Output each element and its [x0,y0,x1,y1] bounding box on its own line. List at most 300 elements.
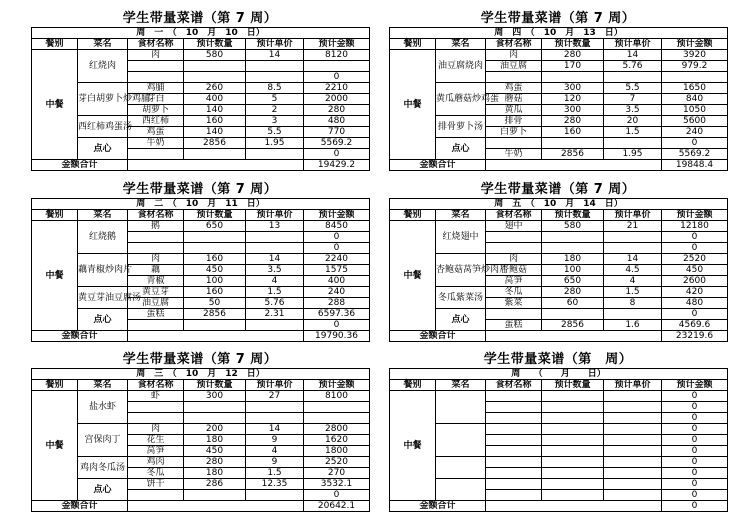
unit-price-cell: 8.5 [246,83,304,94]
amount-cell: 12180 [662,221,728,232]
ingredient-cell: 莴笋 [486,276,542,287]
dish-name-cell: 红烧翅中 [436,221,486,254]
panel-title: 学生带量菜谱（第 7 周） [122,11,278,26]
ingredient-cell: 肉 [486,254,542,265]
header-row [32,210,370,221]
table-row [32,254,370,265]
ingredient-cell [128,149,184,160]
amount-cell: 480 [304,116,370,127]
quantity-cell: 2856 [184,309,246,320]
column-header: 菜名 [78,39,128,50]
ingredient-cell: 杏鲍菇 [486,265,542,276]
unit-price-cell [604,243,662,254]
ingredient-cell [486,446,542,457]
amount-cell: 8120 [304,50,370,61]
amount-cell: 0 [662,479,728,490]
quantity-cell [542,243,604,254]
dish-name-cell: 杏鲍菇莴笋炒肉片 [436,254,486,287]
ingredient-cell: 油豆腐 [128,298,184,309]
menu-table [389,368,728,512]
column-header: 预计数量 [542,39,604,50]
ingredient-cell [128,402,184,413]
unit-price-cell [604,446,662,457]
column-header: 预计金额 [304,39,370,50]
amount-cell: 1575 [304,265,370,276]
quantity-cell: 280 [184,457,246,468]
total-amount: 19429.2 [304,160,370,171]
ingredient-cell [486,457,542,468]
quantity-cell: 450 [184,265,246,276]
column-header: 预计单价 [604,380,662,391]
date-cell: 周 三 （ 10 月 12 日） [32,369,370,380]
panel-title: 学生带量菜谱（第 7 周） [122,352,278,367]
amount-cell: 0 [662,413,728,424]
ingredient-cell: 鸡肉 [128,457,184,468]
amount-cell: 8100 [304,391,370,402]
date-row [32,28,370,39]
column-header: 预计数量 [184,210,246,221]
amount-cell: 0 [662,243,728,254]
quantity-cell: 280 [542,116,604,127]
dish-name-cell [436,479,486,501]
date-cell: 周 四 （ 10 月 13 日） [390,28,728,39]
quantity-cell [542,435,604,446]
ingredient-cell [486,435,542,446]
amount-cell: 979.2 [662,61,728,72]
unit-price-cell [604,468,662,479]
column-header: 餐别 [390,39,436,50]
amount-cell: 0 [662,391,728,402]
dish-name-cell: 红烧鹅 [78,221,128,254]
unit-price-cell: 27 [246,391,304,402]
ingredient-cell [486,309,542,320]
unit-price-cell: 14 [246,254,304,265]
table-row [32,309,370,320]
quantity-cell: 140 [184,127,246,138]
ingredient-cell: 胡萝卜 [128,105,184,116]
table-row [32,457,370,468]
table-row [390,254,728,265]
unit-price-cell: 1.5 [604,127,662,138]
unit-price-cell: 14 [604,254,662,265]
table-row [32,116,370,127]
quantity-cell: 280 [542,50,604,61]
total-label: 金额合计 [390,160,486,171]
column-header: 预计单价 [604,39,662,50]
table-row [390,138,728,149]
column-header: 食材名称 [486,39,542,50]
unit-price-cell [246,61,304,72]
amount-cell [662,72,728,83]
quantity-cell [184,402,246,413]
unit-price-cell [246,72,304,83]
dish-name-cell [436,424,486,457]
unit-price-cell [604,413,662,424]
table-row [32,221,370,232]
ingredient-cell: 肉 [128,50,184,61]
ingredient-cell: 牛奶 [128,138,184,149]
quantity-cell [542,479,604,490]
unit-price-cell: 4 [246,276,304,287]
ingredient-cell [486,391,542,402]
quantity-cell: 650 [184,221,246,232]
unit-price-cell [604,479,662,490]
ingredient-cell [486,232,542,243]
total-label: 金额合计 [32,331,128,342]
amount-cell: 2520 [662,254,728,265]
table-row [390,479,728,490]
amount-cell: 0 [304,490,370,501]
dish-name-cell: 黄豆芽油豆腐汤 [78,287,128,309]
ingredient-cell: 肉 [128,424,184,435]
table-row [390,221,728,232]
quantity-cell [542,413,604,424]
ingredient-cell: 白萝卜 [486,127,542,138]
column-header: 预计单价 [604,210,662,221]
amount-cell: 5569.2 [304,138,370,149]
unit-price-cell [246,320,304,331]
ingredient-cell: 冬瓜 [128,468,184,479]
column-header: 食材名称 [486,380,542,391]
ingredient-cell [128,243,184,254]
total-amount: 20642.1 [304,501,370,512]
menu-panel-4 [31,351,369,512]
unit-price-cell: 2 [246,105,304,116]
ingredient-cell: 紫菜 [486,298,542,309]
ingredient-cell: 翅中 [486,221,542,232]
date-row [390,199,728,210]
quantity-cell [542,391,604,402]
ingredient-cell [486,402,542,413]
amount-cell: 0 [662,457,728,468]
total-label: 金额合计 [390,501,486,512]
amount-cell: 270 [304,468,370,479]
amount-cell: 0 [662,424,728,435]
unit-price-cell: 1.95 [604,149,662,160]
ingredient-cell: 青椒 [128,276,184,287]
quantity-cell [184,72,246,83]
ingredient-cell [486,468,542,479]
amount-cell: 2210 [304,83,370,94]
amount-cell: 0 [662,435,728,446]
quantity-cell: 200 [184,424,246,435]
unit-price-cell: 5.5 [246,127,304,138]
amount-cell: 288 [304,298,370,309]
total-row [32,160,370,171]
dish-name-cell: 油豆腐烧肉 [436,50,486,83]
date-cell: 周 二 （ 10 月 11 日） [32,199,370,210]
table-row [32,83,370,94]
unit-price-cell: 5.76 [604,61,662,72]
ingredient-cell: 莴笋 [128,446,184,457]
amount-cell [304,61,370,72]
ingredient-cell: 鸡蛋 [128,127,184,138]
quantity-cell [542,232,604,243]
quantity-cell: 180 [542,254,604,265]
table-row [32,138,370,149]
amount-cell: 280 [304,105,370,116]
menu-table [31,27,370,171]
column-header: 预计金额 [304,210,370,221]
table-row [390,457,728,468]
amount-cell: 0 [662,402,728,413]
total-row [32,331,370,342]
quantity-cell [184,243,246,254]
dish-name-cell [436,391,486,424]
quantity-cell [542,446,604,457]
unit-price-cell: 1.5 [246,468,304,479]
dish-name-cell: 西红柿鸡蛋汤 [78,116,128,138]
menu-table [31,368,370,512]
unit-price-cell: 14 [246,424,304,435]
quantity-cell [542,468,604,479]
quantity-cell: 160 [184,287,246,298]
amount-cell: 840 [662,94,728,105]
total-row [390,331,728,342]
quantity-cell: 300 [542,83,604,94]
amount-cell: 1650 [662,83,728,94]
date-cell: 周 一 （ 10 月 10 日） [32,28,370,39]
amount-cell: 8450 [304,221,370,232]
total-spacer [128,501,304,512]
dish-name-cell: 点心 [78,309,128,331]
header-row [390,39,728,50]
ingredient-cell: 鹅 [128,221,184,232]
amount-cell: 400 [304,276,370,287]
unit-price-cell: 7 [604,94,662,105]
total-row [32,501,370,512]
amount-cell: 0 [304,232,370,243]
total-label: 金额合计 [390,331,486,342]
ingredient-cell: 藕 [128,265,184,276]
table-row [32,50,370,61]
unit-price-cell: 12.35 [246,479,304,490]
menu-panel-3 [389,181,727,342]
menu-table [389,27,728,171]
total-spacer [128,160,304,171]
ingredient-cell: 蛋糕 [128,309,184,320]
total-amount: 19848.4 [662,160,728,171]
menu-table [389,198,728,342]
column-header: 预计金额 [304,380,370,391]
table-row [390,116,728,127]
ingredient-cell [486,72,542,83]
quantity-cell: 580 [184,50,246,61]
table-row [390,83,728,94]
unit-price-cell: 9 [246,435,304,446]
quantity-cell: 300 [542,105,604,116]
ingredient-cell: 黄豆芽 [128,287,184,298]
column-header: 餐别 [32,39,78,50]
total-amount: 19790.36 [304,331,370,342]
amount-cell: 5569.2 [662,149,728,160]
table-row [32,287,370,298]
dish-name-cell: 鸡肉冬瓜汤 [78,457,128,479]
amount-cell: 0 [304,320,370,331]
amount-cell: 3920 [662,50,728,61]
quantity-cell [184,490,246,501]
total-label: 金额合计 [32,501,128,512]
total-label: 金额合计 [32,160,128,171]
unit-price-cell [246,243,304,254]
quantity-cell [542,72,604,83]
menu-panel-0 [31,10,369,171]
dish-name-cell: 红烧肉 [78,50,128,83]
column-header: 食材名称 [128,380,184,391]
quantity-cell: 140 [184,105,246,116]
unit-price-cell: 8 [604,298,662,309]
unit-price-cell: 5.76 [246,298,304,309]
quantity-cell: 286 [184,479,246,490]
unit-price-cell: 1.95 [246,138,304,149]
amount-cell: 240 [304,287,370,298]
quantity-cell [542,402,604,413]
date-row [32,199,370,210]
column-header: 预计数量 [542,380,604,391]
ingredient-cell [128,232,184,243]
quantity-cell [184,320,246,331]
quantity-cell [542,490,604,501]
date-cell: 周 （ 月 日） [390,369,728,380]
total-amount: 23219.6 [662,331,728,342]
total-spacer [486,160,662,171]
date-cell: 周 五 （ 10 月 14 日） [390,199,728,210]
unit-price-cell: 1.5 [604,287,662,298]
ingredient-cell: 虾 [128,391,184,402]
ingredient-cell: 肉 [128,254,184,265]
unit-price-cell: 2.31 [246,309,304,320]
unit-price-cell [604,232,662,243]
dish-name-cell: 黄瓜蘑菇炒鸡蛋 [436,83,486,116]
amount-cell: 1050 [662,105,728,116]
ingredient-cell: 芽白 [128,94,184,105]
ingredient-cell [486,413,542,424]
ingredient-cell: 牛奶 [486,149,542,160]
header-row [390,380,728,391]
amount-cell [304,402,370,413]
total-spacer [486,331,662,342]
quantity-cell [184,61,246,72]
column-header: 菜名 [436,39,486,50]
amount-cell: 420 [662,287,728,298]
amount-cell: 0 [304,72,370,83]
unit-price-cell [604,435,662,446]
menu-panel-2 [31,181,369,342]
menu-panel-5 [389,351,727,512]
quantity-cell: 180 [184,468,246,479]
column-header: 预计单价 [246,210,304,221]
amount-cell: 0 [662,309,728,320]
unit-price-cell: 4 [246,446,304,457]
amount-cell: 5600 [662,116,728,127]
quantity-cell: 400 [184,94,246,105]
ingredient-cell [128,320,184,331]
unit-price-cell [604,309,662,320]
unit-price-cell: 5.5 [604,83,662,94]
unit-price-cell [246,149,304,160]
quantity-cell: 2856 [542,320,604,331]
meal-cell: 中餐 [390,50,436,160]
amount-cell: 0 [662,446,728,457]
amount-cell [304,413,370,424]
quantity-cell: 300 [184,391,246,402]
ingredient-cell: 西红柿 [128,116,184,127]
amount-cell: 1620 [304,435,370,446]
dish-name-cell: 点心 [78,138,128,160]
table-row [390,424,728,435]
table-row [32,391,370,402]
quantity-cell: 170 [542,61,604,72]
column-header: 餐别 [390,380,436,391]
column-header: 预计数量 [184,380,246,391]
quantity-cell [542,457,604,468]
column-header: 菜名 [436,210,486,221]
quantity-cell: 180 [184,435,246,446]
table-row [32,424,370,435]
unit-price-cell [604,72,662,83]
amount-cell: 6597.36 [304,309,370,320]
amount-cell: 0 [662,468,728,479]
ingredient-cell [486,490,542,501]
unit-price-cell: 1.5 [246,287,304,298]
amount-cell: 2520 [304,457,370,468]
unit-price-cell [604,138,662,149]
table-row [390,287,728,298]
header-row [32,39,370,50]
column-header: 餐别 [32,380,78,391]
dish-name-cell: 藕青椒炒肉片 [78,254,128,287]
quantity-cell: 260 [184,83,246,94]
amount-cell: 2600 [662,276,728,287]
panel-title: 学生带量菜谱（第 7 周） [480,11,636,26]
amount-cell: 0 [304,149,370,160]
ingredient-cell [486,243,542,254]
meal-cell: 中餐 [32,50,78,160]
unit-price-cell [246,413,304,424]
quantity-cell [184,232,246,243]
column-header: 菜名 [436,380,486,391]
quantity-cell [184,413,246,424]
date-row [390,369,728,380]
dish-name-cell: 点心 [78,479,128,501]
amount-cell: 1800 [304,446,370,457]
amount-cell: 2800 [304,424,370,435]
amount-cell: 450 [662,265,728,276]
amount-cell: 0 [662,232,728,243]
date-row [32,369,370,380]
column-header: 预计金额 [662,380,728,391]
ingredient-cell: 排骨 [486,116,542,127]
header-row [32,380,370,391]
unit-price-cell [604,391,662,402]
column-header: 餐别 [390,210,436,221]
unit-price-cell [246,232,304,243]
unit-price-cell: 3.5 [604,105,662,116]
ingredient-cell [128,490,184,501]
dish-name-cell: 点心 [436,138,486,160]
meal-cell: 中餐 [390,391,436,501]
total-row [390,160,728,171]
ingredient-cell: 油豆腐 [486,61,542,72]
amount-cell: 0 [304,243,370,254]
unit-price-cell [246,490,304,501]
ingredient-cell [128,72,184,83]
quantity-cell: 160 [184,254,246,265]
unit-price-cell [246,402,304,413]
quantity-cell: 60 [542,298,604,309]
date-row [390,28,728,39]
unit-price-cell: 3 [246,116,304,127]
